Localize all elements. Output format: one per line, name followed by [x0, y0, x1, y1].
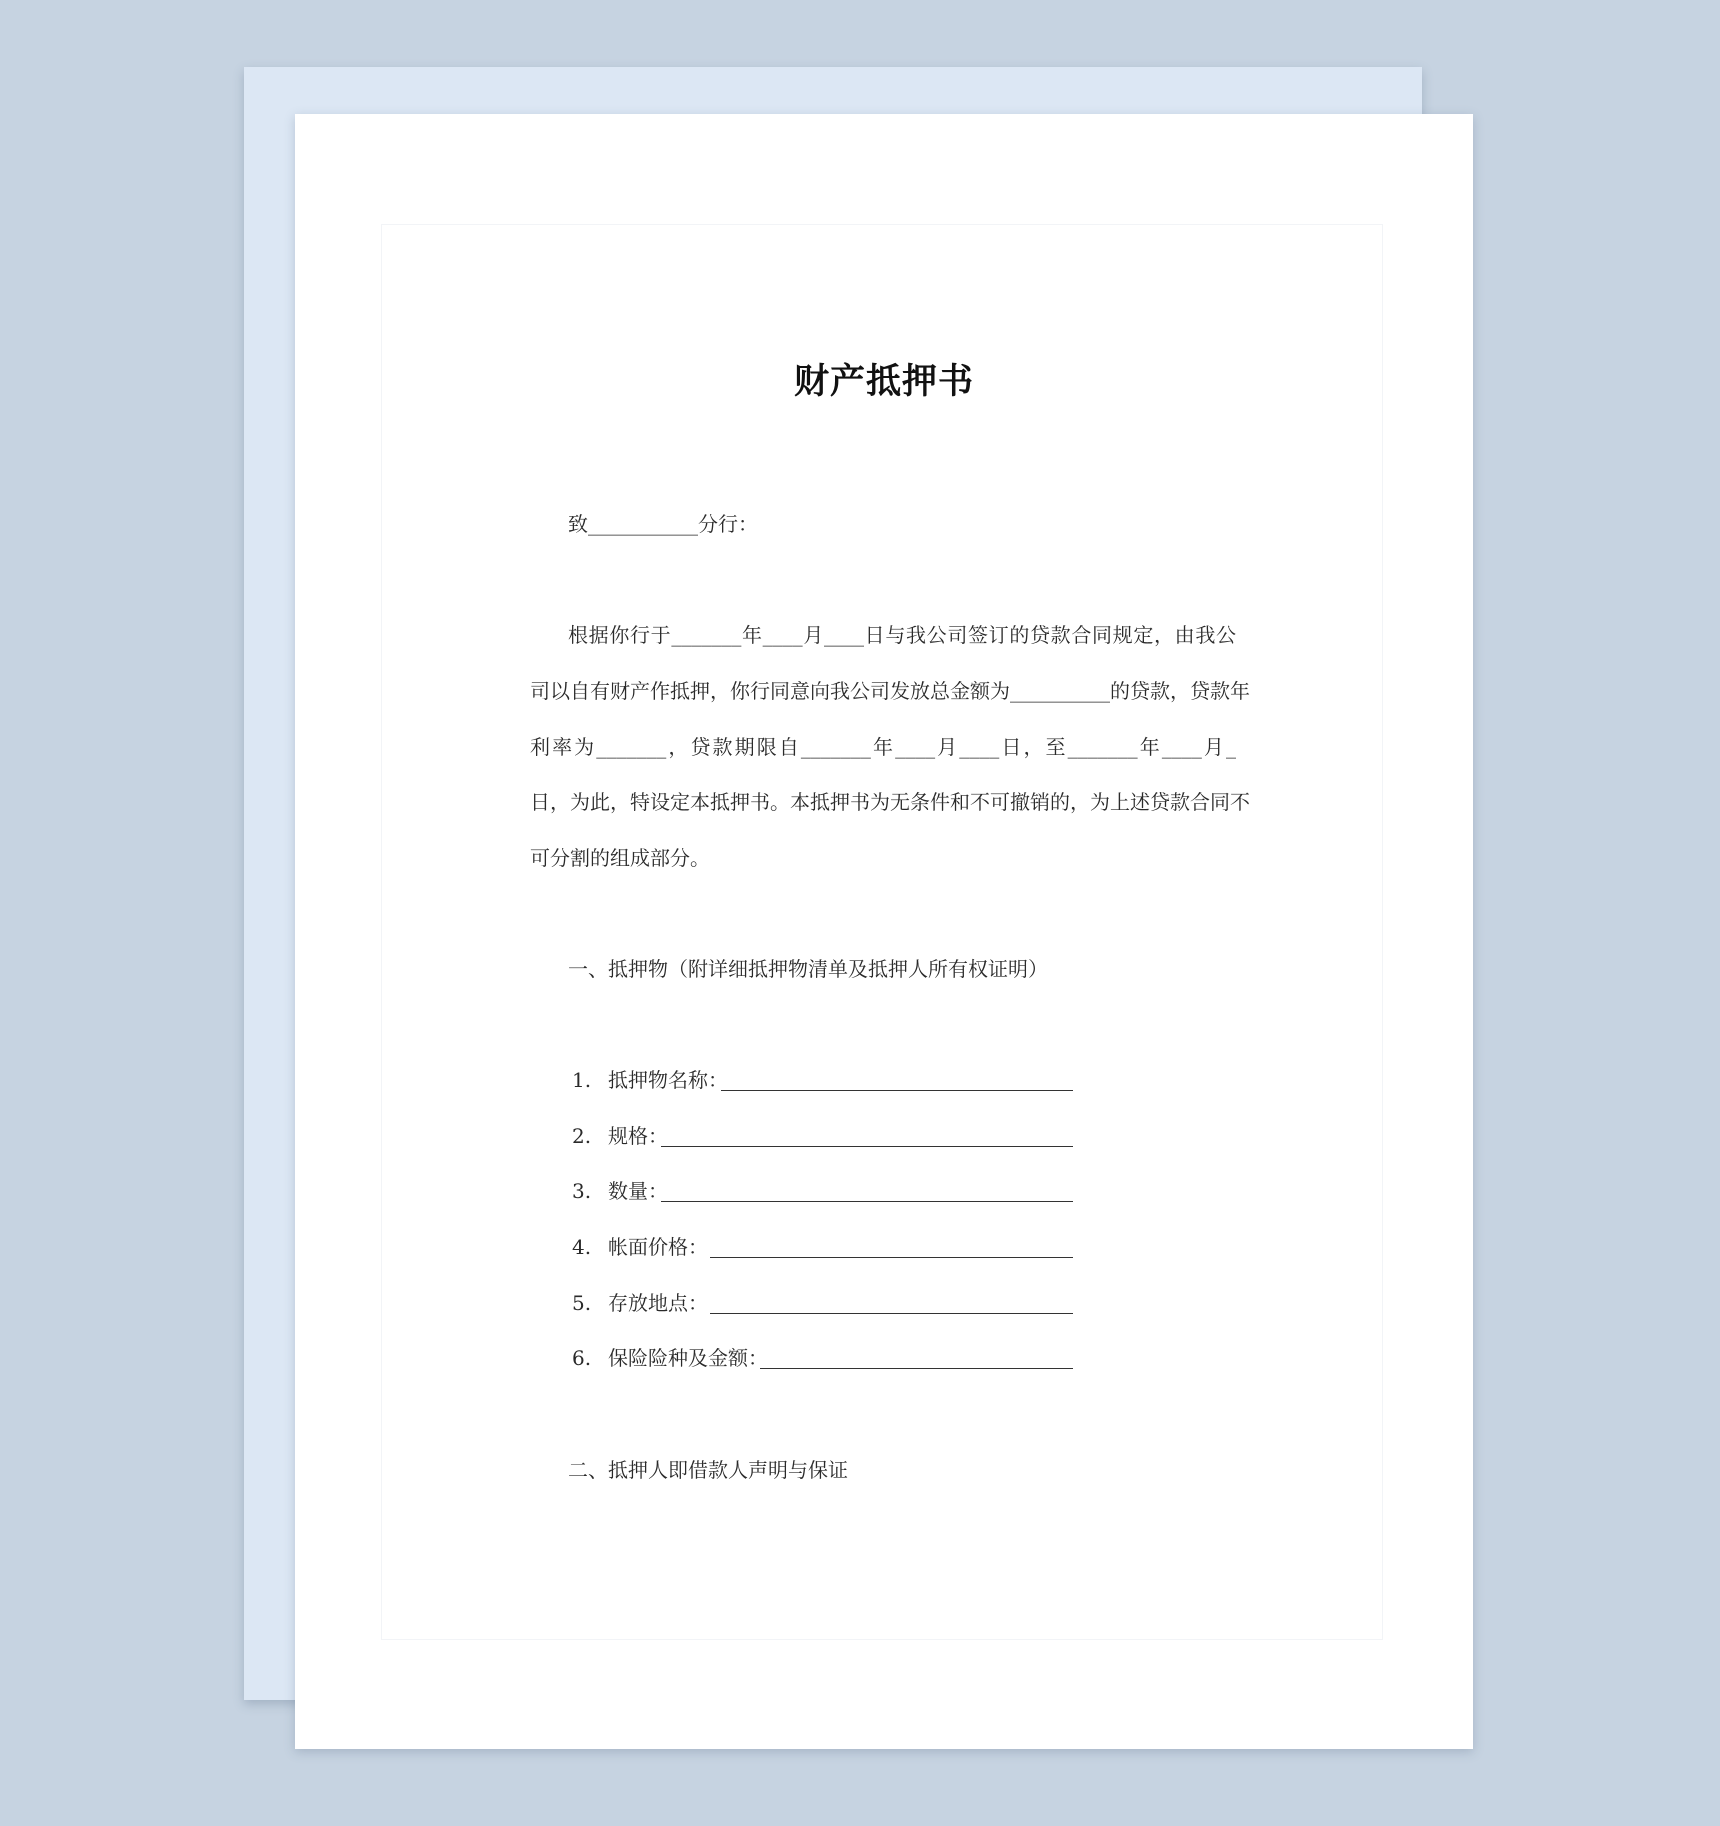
collateral-item-insurance: [570, 1346, 768, 1374]
item-number: 6.: [572, 1346, 592, 1370]
document-title: 财产抵押书: [793, 362, 974, 402]
item-number: 1.: [572, 1068, 592, 1092]
section-2-heading: 二、抵押人即借款人声明与保证: [568, 1458, 848, 1482]
salutation: 致___________分行：: [568, 512, 758, 536]
item-label: 数量：: [608, 1179, 668, 1203]
item-label: 规格：: [608, 1124, 668, 1148]
paragraph-line-3: 利率为_______，贷款期限自_______年____月____日，至_______年____月_: [530, 735, 1236, 759]
item-label: 帐面价格：: [608, 1235, 708, 1259]
item-number: 5.: [572, 1291, 592, 1315]
blank-line: [760, 1368, 1073, 1369]
blank-line: [710, 1313, 1073, 1314]
collateral-item-quantity: [570, 1179, 668, 1207]
paragraph-line-5: 可分割的组成部分。: [530, 846, 710, 870]
blank-line: [661, 1146, 1073, 1147]
section-1-heading: 一、抵押物（附详细抵押物清单及抵押人所有权证明）: [568, 957, 1048, 981]
collateral-item-location: [570, 1291, 708, 1319]
paragraph-line-4: 日，为此，特设定本抵押书。本抵押书为无条件和不可撤销的，为上述贷款合同不: [530, 790, 1250, 814]
paragraph-line-2: 司以自有财产作抵押，你行同意向我公司发放总金额为__________的贷款，贷款年: [530, 679, 1250, 703]
item-number: 3.: [572, 1179, 592, 1203]
item-label: 抵押物名称：: [608, 1068, 728, 1092]
item-number: 2.: [572, 1124, 592, 1148]
content-frame: [381, 224, 1383, 1640]
paragraph-line-1: 根据你行于_______年____月____日与我公司签订的贷款合同规定，由我公: [568, 623, 1236, 647]
item-label: 保险险种及金额：: [608, 1346, 768, 1370]
collateral-item-name: [570, 1068, 728, 1096]
blank-line: [661, 1201, 1073, 1202]
blank-line: [721, 1090, 1073, 1091]
document-page: [295, 114, 1473, 1749]
blank-line: [710, 1257, 1073, 1258]
collateral-item-book-value: [570, 1235, 708, 1263]
item-label: 存放地点：: [608, 1291, 708, 1315]
item-number: 4.: [572, 1235, 592, 1259]
collateral-item-spec: [570, 1124, 668, 1152]
